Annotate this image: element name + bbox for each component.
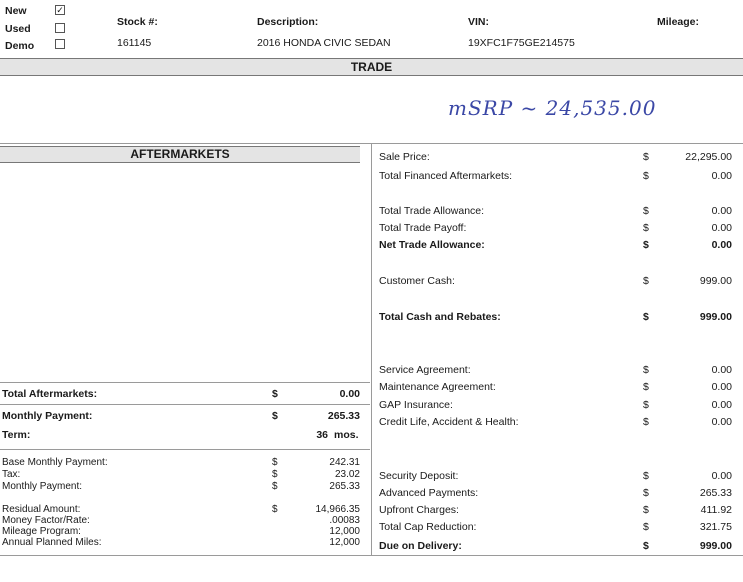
credit-life-value: 0.00 [711,416,732,428]
money-factor-label: Money Factor/Rate: [2,515,90,526]
credit-life-currency: $ [643,416,649,428]
gap-insurance-value: 0.00 [711,399,732,411]
bottom-rule [0,555,743,556]
left-rule-mid [0,404,370,405]
service-agreement-currency: $ [643,364,649,376]
due-on-delivery-currency: $ [643,540,649,552]
total-cash-rebates-value: 999.00 [699,311,732,323]
monthly-payment-label: Monthly Payment: [2,410,93,422]
mileage-program-value: 12,000 [329,526,360,537]
total-aftermarkets-currency: $ [272,388,278,400]
total-trade-payoff-value: 0.00 [711,222,732,234]
residual-amount-value: 14,966.35 [315,504,360,515]
sale-price-currency: $ [643,151,649,163]
total-cap-reduction-currency: $ [643,521,649,533]
stock-label: Stock #: [117,16,158,28]
advanced-payments-value: 265.33 [699,487,732,499]
aftermarkets-section-header [0,146,360,163]
status-used-label: Used [5,23,31,35]
vin-label: VIN: [468,16,489,28]
left-rule-bottom [0,449,370,450]
vin-value: 19XFC1F75GE214575 [468,37,575,49]
sale-price-label: Sale Price: [379,151,430,163]
security-deposit-value: 0.00 [711,470,732,482]
left-rule-top [0,382,370,383]
total-financed-aftermarkets-currency: $ [643,170,649,182]
service-agreement-label: Service Agreement: [379,364,471,376]
tax-label: Tax: [2,469,21,480]
monthly-payment-currency: $ [272,410,278,422]
customer-cash-currency: $ [643,275,649,287]
advanced-payments-currency: $ [643,487,649,499]
upfront-charges-label: Upfront Charges: [379,504,459,516]
due-on-delivery-value: 999.00 [699,540,732,552]
gap-insurance-currency: $ [643,399,649,411]
tax-value: 23.02 [334,469,360,480]
customer-cash-value: 999.00 [699,275,732,287]
trade-section-header [0,58,743,76]
status-demo-checkbox[interactable] [55,39,65,49]
status-new-label: New [5,5,27,17]
total-cap-reduction-label: Total Cap Reduction: [379,521,477,533]
maintenance-agreement-value: 0.00 [711,381,732,393]
status-demo-label: Demo [5,40,35,52]
base-monthly-payment-label: Base Monthly Payment: [2,457,108,468]
aftermarkets-heading: AFTERMARKETS [130,147,230,161]
breakdown-monthly-payment-label: Monthly Payment: [2,481,83,492]
total-cap-reduction-value: 321.75 [699,521,732,533]
maintenance-agreement-label: Maintenance Agreement: [379,381,496,393]
service-agreement-value: 0.00 [711,364,732,376]
credit-life-label: Credit Life, Accident & Health: [379,416,519,428]
breakdown-monthly-payment-currency: $ [272,481,278,492]
stock-value: 161145 [117,37,152,49]
gap-insurance-label: GAP Insurance: [379,399,453,411]
total-cash-rebates-label: Total Cash and Rebates: [379,311,501,323]
total-trade-payoff-label: Total Trade Payoff: [379,222,467,234]
total-trade-allowance-label: Total Trade Allowance: [379,205,485,217]
status-used-checkbox[interactable] [55,23,65,33]
total-aftermarkets-label: Total Aftermarkets: [2,388,98,400]
annual-planned-miles-label: Annual Planned Miles: [2,537,102,548]
status-new-checkbox[interactable]: ✓ [56,5,64,15]
term-value: 36 [316,429,328,441]
total-trade-payoff-currency: $ [643,222,649,234]
mileage-program-label: Mileage Program: [2,526,81,537]
annual-planned-miles-value: 12,000 [329,537,360,548]
total-financed-aftermarkets-value: 0.00 [711,170,732,182]
description-value: 2016 HONDA CIVIC SEDAN [257,37,391,49]
upfront-charges-value: 411.92 [700,504,732,516]
residual-amount-currency: $ [272,504,278,515]
net-trade-allowance-currency: $ [643,239,649,251]
security-deposit-label: Security Deposit: [379,470,459,482]
total-financed-aftermarkets-label: Total Financed Aftermarkets: [379,170,513,182]
description-label: Description: [257,16,319,28]
upfront-charges-currency: $ [643,504,649,516]
residual-amount-label: Residual Amount: [2,504,81,515]
maintenance-agreement-currency: $ [643,381,649,393]
net-trade-allowance-label: Net Trade Allowance: [379,239,485,251]
total-trade-allowance-value: 0.00 [711,205,732,217]
base-monthly-payment-value: 242.31 [329,457,360,468]
total-cash-rebates-currency: $ [643,311,649,323]
net-trade-allowance-value: 0.00 [711,239,732,251]
sale-price-value: 22,295.00 [685,151,732,163]
column-divider [371,143,372,556]
due-on-delivery-label: Due on Delivery: [379,540,462,552]
total-aftermarkets-value: 0.00 [339,388,360,400]
handwritten-msrp-note: mSRP ~ 24,535.00 [448,96,657,120]
term-label: Term: [2,429,31,441]
total-trade-allowance-currency: $ [643,205,649,217]
tax-currency: $ [272,469,278,480]
breakdown-monthly-payment-value: 265.33 [329,481,360,492]
monthly-payment-value: 265.33 [327,410,360,422]
security-deposit-currency: $ [643,470,649,482]
advanced-payments-label: Advanced Payments: [379,487,479,499]
term-unit: mos. [334,429,359,441]
base-monthly-payment-currency: $ [272,457,278,468]
customer-cash-label: Customer Cash: [379,275,455,287]
trade-heading: TRADE [350,60,393,74]
mileage-label: Mileage: [657,16,700,28]
money-factor-value: .00083 [329,515,360,526]
